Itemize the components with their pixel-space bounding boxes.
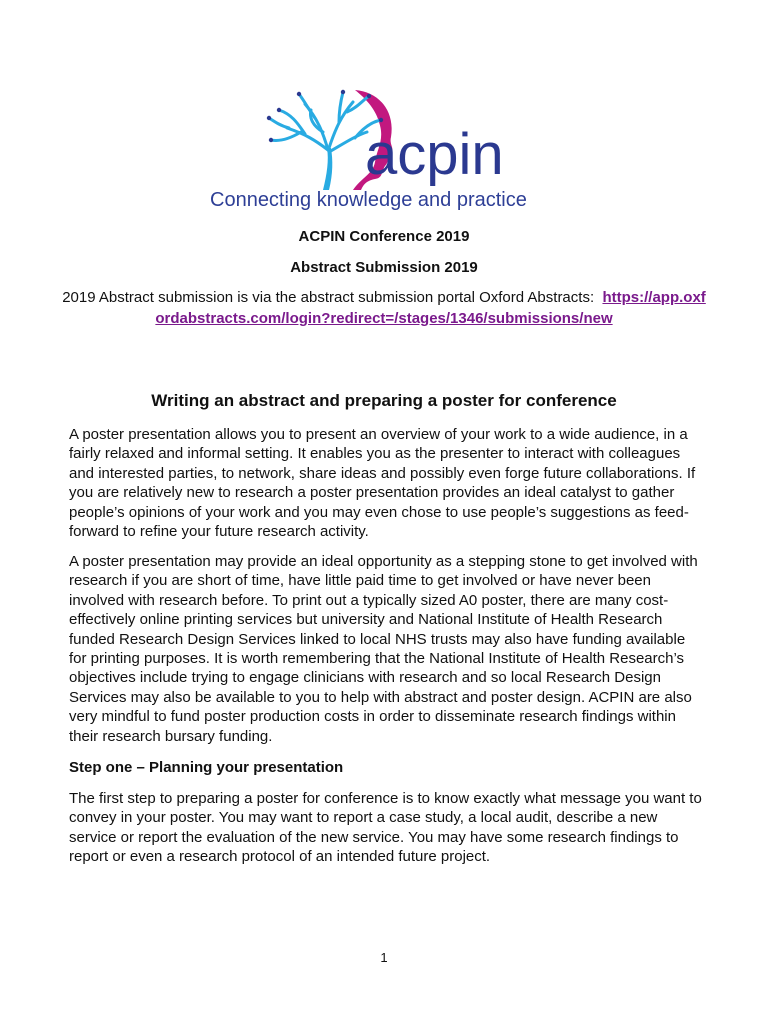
intro-text: 2019 Abstract submission is via the abstract submission portal Oxford Abstracts:	[62, 289, 595, 306]
step-one-paragraph: The first step to preparing a poster for conference is to know exactly what message you want to convey in your poster. You may want to report a case study, a local audit, describe a new service or report the evaluation of the new service. You may have some research findings to report or even a research protocol of an intended future project.	[69, 790, 702, 866]
logo-tagline: Connecting knowledge and practice	[210, 189, 527, 211]
oxford-abstracts-link[interactable]: https://app.oxfordabstracts.com/login?redirect=/stages/1346/submissions/new	[155, 289, 706, 327]
acpin-logo-graphic	[205, 82, 560, 217]
conference-title: ACPIN Conference 2019	[298, 228, 470, 245]
step-one-heading: Step one – Planning your presentation	[69, 759, 344, 776]
page-number: 1	[380, 950, 388, 965]
submission-title: Abstract Submission 2019	[290, 259, 478, 276]
logo-wordmark: acpin	[365, 122, 504, 187]
paragraph-stepping-stone: A poster presentation may provide an ideal opportunity as a stepping stone to get involved with research if you are short of time, have little paid time to get involved or have never been involved with research before. To print out a typically sized A0 poster, there are many cost-effectively online printing services but university and National Institute of Health Research funded Research Design Services linked to local NHS trusts may also have funding available for printing purposes. It is worth remembering that the National Institute of Health Research’s objectives include trying to engage clinicians with research and so local Research Design Services may also be available to you to help with abstract and poster design. ACPIN are also very mindful to fund poster production costs in order to disseminate research findings within their research bursary funding.	[69, 553, 698, 745]
submission-intro	[60, 287, 708, 329]
section-heading: Writing an abstract and preparing a poster for conference	[151, 391, 617, 410]
acpin-logo	[205, 82, 560, 217]
paragraph-poster-overview: A poster presentation allows you to present an overview of your work to a wide audience, in a fairly relaxed and informal setting. It enables you as the presenter to interact with colleagues and interested parties, to network, share ideas and possibly even forge future collaborations. If you are relatively new to research a poster presentation provides an ideal catalyst to gather people’s opinions of your work and you may even chose to use people’s suggestions as feed-forward to refine your future research activity.	[69, 426, 696, 541]
